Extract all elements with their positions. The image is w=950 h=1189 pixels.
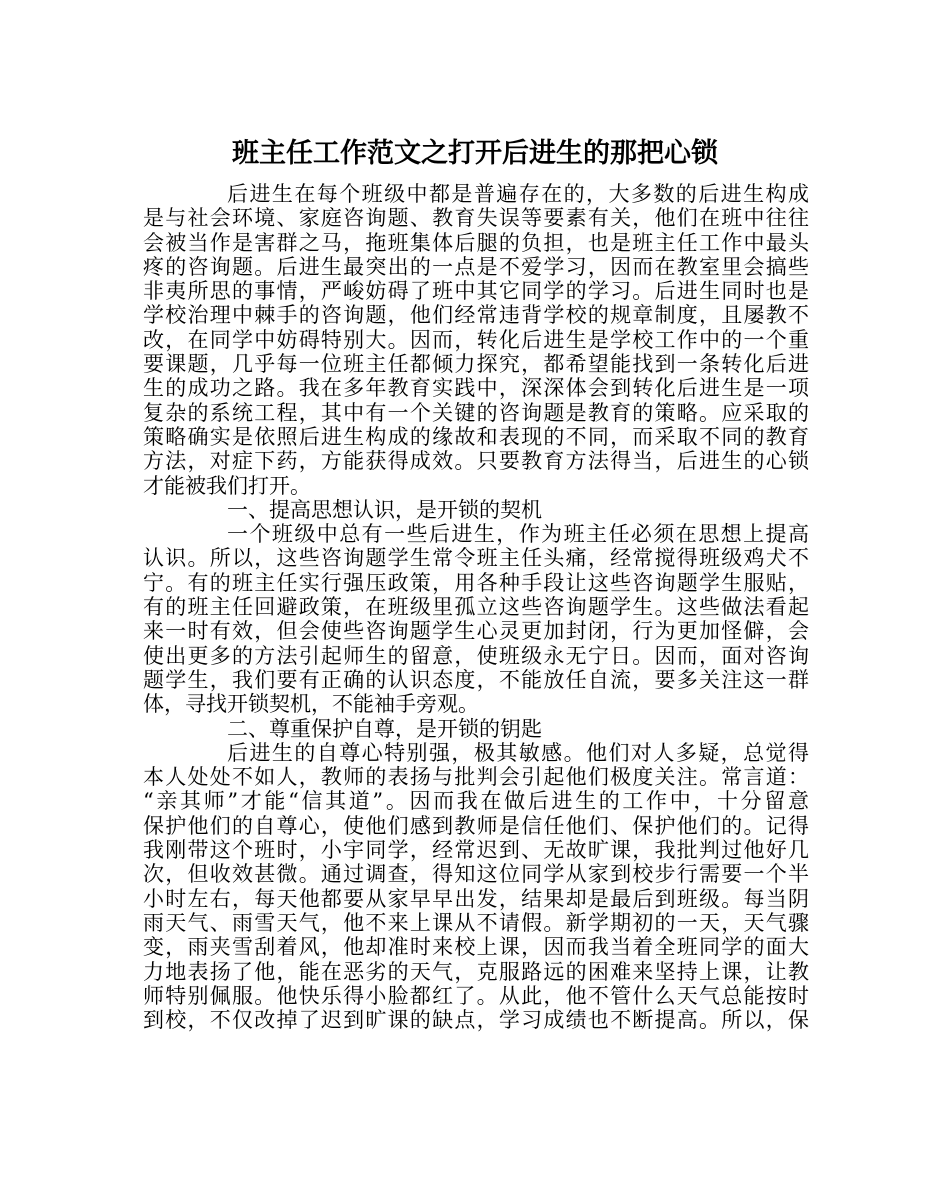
- text-line: 体，寻找开锁契机，不能袖手旁观。: [143, 692, 479, 717]
- text-line: 雨天气、雨雪天气，他不来上课从不请假。新学期初的一天，天气骤: [143, 910, 809, 935]
- text-line: 保护他们的自尊心，使他们感到教师是信任他们、保护他们的。记得: [143, 813, 809, 838]
- text-line: 我刚带这个班时，小宇同学，经常迟到、无故旷课，我批判过他好几: [143, 838, 809, 863]
- text-line: “亲其师”才能“信其道”。因而我在做后进生的工作中，十分留意: [143, 789, 809, 814]
- text-line: 策略确实是依照后进生构成的缘故和表现的不同，而采取不同的教育: [143, 424, 809, 449]
- text-line: 小时左右，每天他都要从家早早出发，结果却是最后到班级。每当阴: [143, 886, 809, 911]
- text-line: 次，但收效甚微。通过调查，得知这位同学从家到校步行需要一个半: [143, 862, 809, 887]
- text-line: 宁。有的班主任实行强压政策，用各种手段让这些咨询题学生服贴，: [143, 570, 809, 595]
- text-line: 有的班主任回避政策，在班级里孤立这些咨询题学生。这些做法看起: [143, 595, 809, 620]
- text-line: 力地表扬了他，能在恶劣的天气，克服路远的困难来坚持上课，让教: [143, 959, 809, 984]
- text-line: 生的成功之路。我在多年教育实践中，深深体会到转化后进生是一项: [143, 376, 809, 401]
- text-line: 方法，对症下药，方能获得成效。只要教育方法得当，后进生的心锁: [143, 449, 809, 474]
- text-line: 认识。所以，这些咨询题学生常令班主任头痛，经常搅得班级鸡犬不: [143, 546, 809, 571]
- text-line: 来一时有效，但会使些咨询题学生心灵更加封闭，行为更加怪僻，会: [143, 619, 809, 644]
- text-line: 一个班级中总有一些后进生，作为班主任必须在思想上提高: [227, 522, 809, 547]
- text-line: 使出更多的方法引起师生的留意，使班级永无宁日。因而，面对咨询: [143, 643, 809, 668]
- text-line: 后进生在每个班级中都是普遍存在的，大多数的后进生构成: [227, 182, 809, 206]
- text-line: 复杂的系统工程，其中有一个关键的咨询题是教育的策略。应采取的: [143, 400, 809, 425]
- text-line: 题学生，我们要有正确的认识态度，不能放任自流，要多关注这一群: [143, 667, 809, 692]
- text-line: 学校治理中棘手的咨询题，他们经常违背学校的规章制度，且屡教不: [143, 303, 809, 328]
- text-line: 会被当作是害群之马，拖班集体后腿的负担，也是班主任工作中最头: [143, 230, 809, 255]
- text-line: 要课题，几乎每一位班主任都倾力探究，都希望能找到一条转化后进: [143, 352, 809, 377]
- text-line: 一、提高思想认识，是开锁的契机: [227, 497, 542, 522]
- text-line: 本人处处不如人，教师的表扬与批判会引起他们极度关注。常言道：: [143, 765, 809, 790]
- text-line: 疼的咨询题。后进生最突出的一点是不爱学习，因而在教室里会搞些: [143, 254, 809, 279]
- document-title: 班主任工作范文之打开后进生的那把心锁: [232, 138, 718, 169]
- text-line: 才能被我们打开。: [143, 473, 311, 498]
- text-line: 到校，不仅改掉了迟到旷课的缺点，学习成绩也不断提高。所以，保: [143, 1008, 809, 1033]
- text-line: 二、尊重保护自尊，是开锁的钥匙: [227, 716, 542, 741]
- text-line: 后进生的自尊心特别强，极其敏感。他们对人多疑，总觉得: [227, 740, 809, 765]
- text-line: 非夷所思的事情，严峻妨碍了班中其它同学的学习。后进生同时也是: [143, 279, 809, 304]
- text-line: 是与社会环境、家庭咨询题、教育失误等要素有关，他们在班中往往: [143, 206, 809, 231]
- text-line: 变，雨夹雪刮着风，他却准时来校上课，因而我当着全班同学的面大: [143, 935, 809, 960]
- document-body: [143, 182, 809, 1032]
- text-line: 师特别佩服。他快乐得小脸都红了。从此，他不管什么天气总能按时: [143, 983, 809, 1008]
- text-line: 改，在同学中妨碍特别大。因而，转化后进生是学校工作中的一个重: [143, 327, 809, 352]
